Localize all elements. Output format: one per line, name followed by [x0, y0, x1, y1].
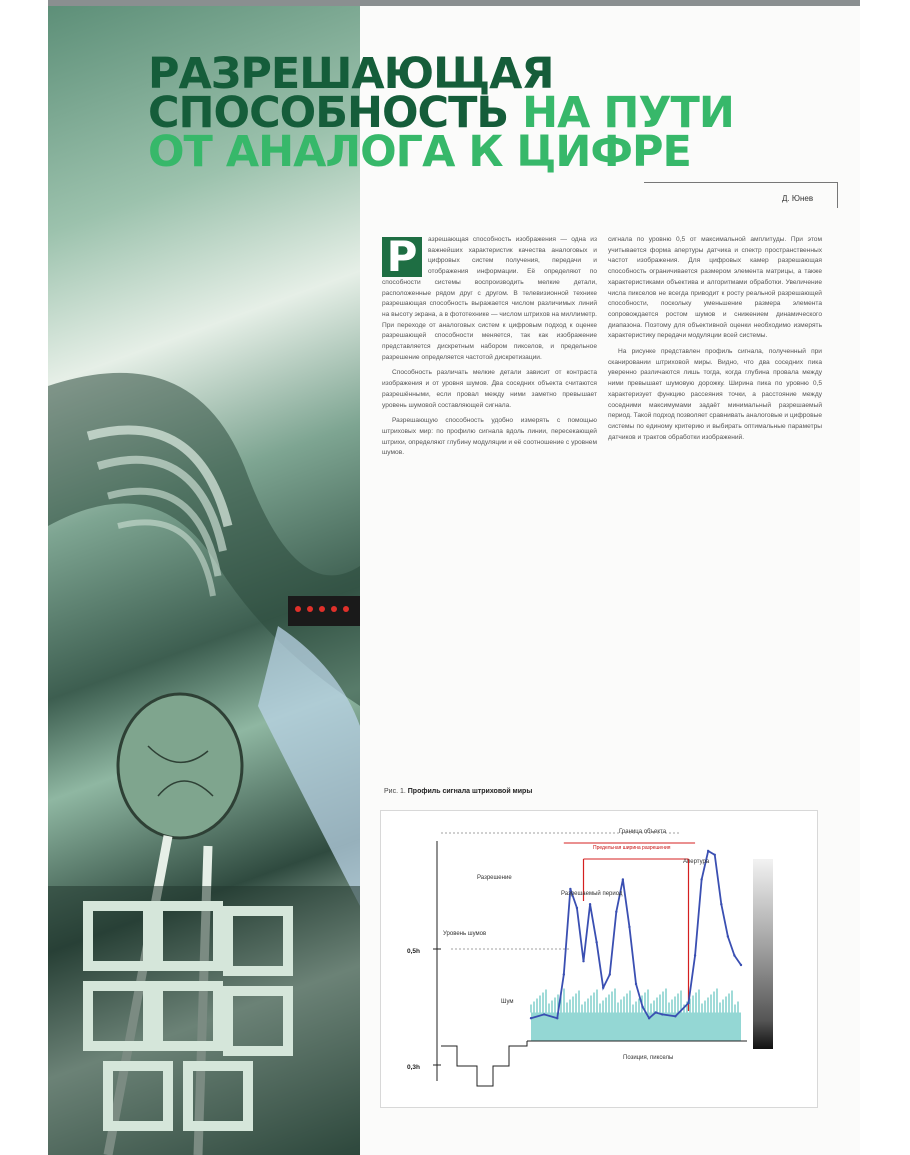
signal-point [635, 983, 637, 985]
drop-cap: Р [382, 237, 422, 277]
annotation-label: Граница объекта [619, 829, 667, 835]
paragraph: Способность различать мелкие детали зависит от контраста изображения и от уровня шумов. Два соседних объекта считаются разрешёнными, если провал между ними заметно превышает уровень шумовой составляющей сигнала. [382, 369, 597, 409]
annotation-label: Апертура [683, 859, 710, 865]
text-column-1 [382, 232, 597, 464]
signal-point [727, 935, 729, 937]
x-axis-label: Позиция, пикселы [623, 1055, 674, 1061]
annotation-label: Предельная ширина разрешения [593, 845, 671, 851]
signal-point [589, 903, 591, 905]
signal-point [648, 1017, 650, 1019]
signal-line [531, 851, 741, 1018]
signal-point [694, 954, 696, 956]
signal-point [714, 854, 716, 856]
title-part: ОТ АНАЛОГА К ЦИФРЕ [148, 127, 691, 177]
byline-rule [644, 182, 837, 183]
signal-point [569, 888, 571, 890]
title-part: РАЗРЕШАЮЩАЯ [148, 49, 554, 99]
signal-point [628, 926, 630, 928]
author-byline: Д. Юнев [782, 194, 814, 203]
byline-tick [837, 182, 838, 208]
annotation-label: Разрешаемый период [561, 891, 623, 897]
figure-caption [384, 788, 532, 795]
y-tick-label: 0,5h [407, 948, 421, 955]
signal-point [602, 987, 604, 989]
decorative-illustration [48, 6, 360, 1155]
article-title [148, 49, 748, 177]
signal-point [700, 878, 702, 880]
signal-point [654, 1011, 656, 1013]
step-baseline [441, 1041, 527, 1086]
signal-profile-figure [380, 810, 818, 1108]
signal-point [582, 960, 584, 962]
signal-point [563, 973, 565, 975]
text-column-2 [608, 235, 822, 448]
signal-point [740, 964, 742, 966]
title-part: НА ПУТИ [508, 88, 734, 138]
annotation-label: Разрешение [477, 875, 512, 881]
signal-point [595, 941, 597, 943]
signal-point [720, 903, 722, 905]
noise-band [531, 1013, 741, 1042]
signal-point [543, 1013, 545, 1015]
signal-point [556, 1017, 558, 1019]
signal-point [615, 911, 617, 913]
signal-point [674, 1015, 676, 1017]
grayscale-strip [753, 859, 773, 1049]
signal-profile-chart [381, 811, 817, 1107]
signal-point [707, 850, 709, 852]
paragraph: сигнала по уровню 0,5 от максимальной амплитуды. При этом учитывается форма апертуры датчика и спектр пространственных частот изображения. Для цифровых камер разрешающая способность ограничивается размером элемента матрицы, а также характеристиками объектива и алгоритмами обработки. Увеличение числа пикселов не всегда приводит к росту реальной разрешающей способности, поскольку уменьшение размера элемента сопровождается ростом шумов и снижением динамического диапазона. Поэтому для объективной оценки необходимо измерять характеристику передачи модуляции всей системы. [608, 236, 822, 340]
signal-point [530, 1017, 532, 1019]
paragraph: На рисунке представлен профиль сигнала, полученный при сканировании штриховой миры. Видно, что два соседних пика уверенно различаются лишь тогда, когда глубина провала между ними превышает шумовую дорожку. Ширина пика по уровню 0,5 характеризует функцию рассеяния точки, а расстояние между соседними максимумами задаёт минимальный разрешаемый период. Такой подход позволяет сравнивать аналоговые и цифровые системы по единому критерию и выбирать оптимальные параметры датчиков и трактов обработки изображений. [608, 348, 822, 441]
signal-point [576, 907, 578, 909]
signal-point [609, 973, 611, 975]
signal-point [622, 878, 624, 880]
annotation-label: Шум [501, 999, 514, 1005]
paragraph: азрешающая способность изображения — одна из важнейших характеристик качества аналоговых и цифровых систем получения, передачи и отображения информации. Её определяют по способности системы воспроизводить мелкие детали, расположенные рядом друг с другом. В телевизионной технике разрешающая способность выражается числом различимых линий на высоту экрана, а в фототехнике — числом штрихов на миллиметр. При переходе от аналоговых систем к цифровым подход к оценке разрешающей способности меняется, так как изображение представляется дискретным набором пикселов, и предельное разрешение определяется частотой дискретизации. [382, 236, 597, 361]
signal-point [641, 1006, 643, 1008]
caption-prefix: Рис. 1. [384, 788, 406, 795]
signal-point [661, 1013, 663, 1015]
caption-text: Профиль сигнала штриховой миры [407, 788, 533, 795]
signal-point [687, 1002, 689, 1004]
title-part: СПОСОБНОСТЬ [148, 88, 509, 138]
signal-point [733, 954, 735, 956]
magazine-page [48, 0, 860, 1155]
annotation-label: Уровень шумов [443, 931, 487, 937]
paragraph: Разрешающую способность удобно измерять с помощью штриховых мир: по профилю сигнала вдоль линии, пересекающей штрихи, определяют глубину модуляции и её соотношение с уровнем шумов. [382, 417, 597, 457]
y-tick-label: 0,3h [407, 1064, 421, 1071]
